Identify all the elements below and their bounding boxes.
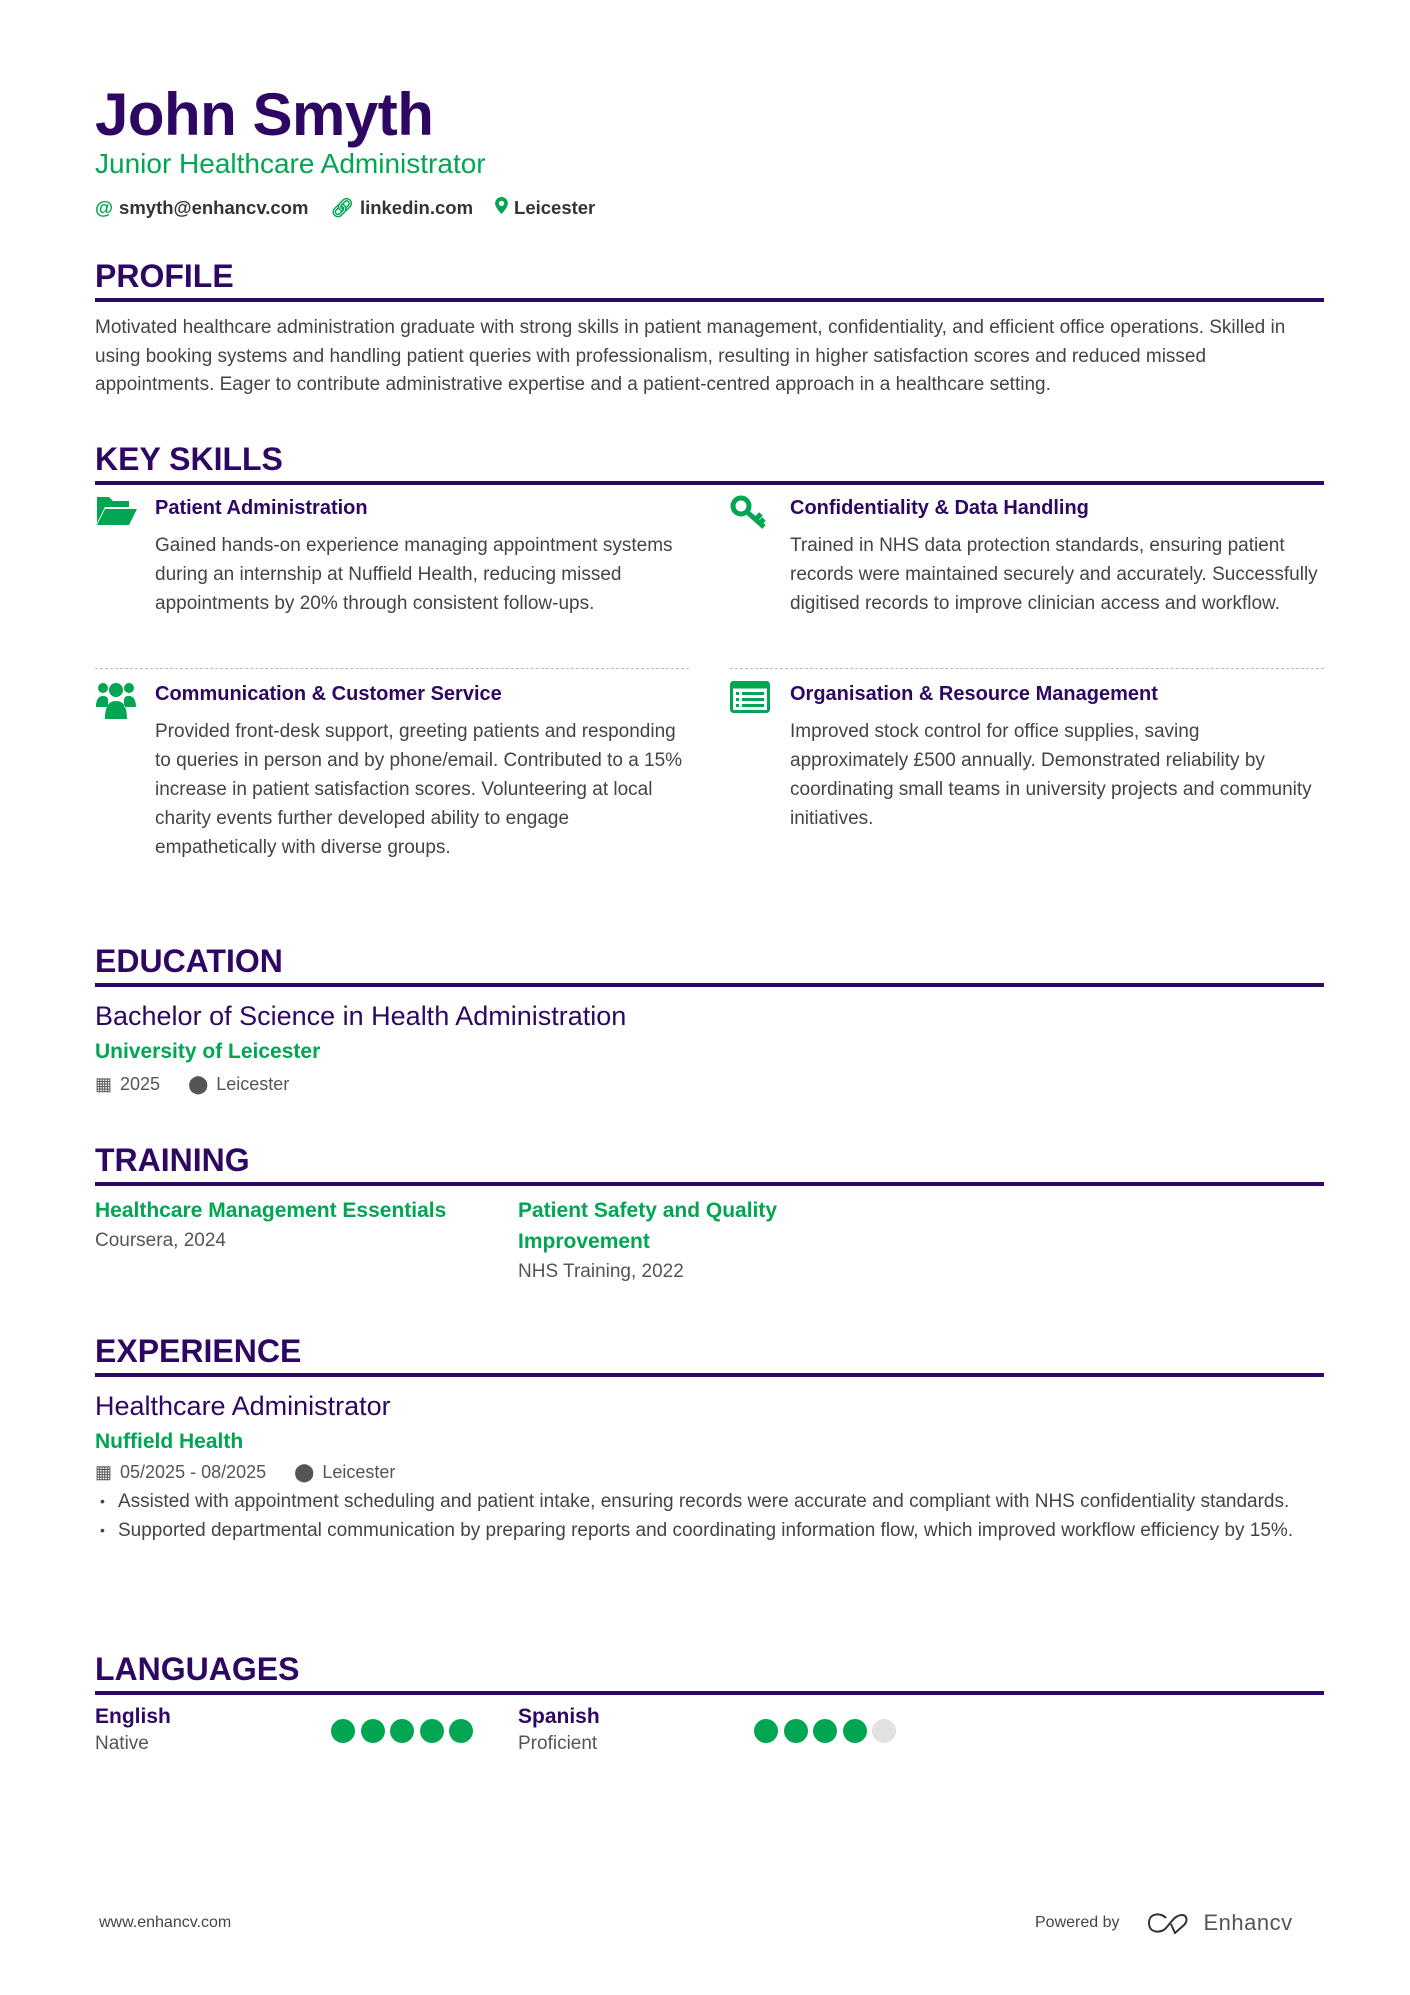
training-detail: NHS Training, 2022 (518, 1261, 684, 1282)
location-pin-icon: ⬤ (188, 1074, 209, 1094)
job-dates: 05/2025 - 08/2025 (120, 1462, 267, 1482)
job-location: Leicester (322, 1462, 396, 1482)
rating-dot-filled (449, 1719, 473, 1743)
languages-section (95, 1649, 1324, 1754)
profile-text: Motivated healthcare administration graduate with strong skills in patient management, confidentiality, and efficient office operations. Skilled in using booking systems and handling patient queries with professionalism, resulting in higher satisfaction scores and reduced missed appointments. Eager to contribute administrative expertise and a patient-centred approach in a healthcare setting. (95, 317, 1286, 395)
skill-title: Communication & Customer Service (155, 683, 502, 705)
training-item (95, 1195, 495, 1252)
section-heading: EXPERIENCE (95, 1333, 302, 1369)
education-section (95, 941, 1324, 1095)
rating-dot-filled (843, 1719, 867, 1743)
skill-divider (730, 668, 1324, 669)
job-title: Healthcare Administrator (95, 1391, 391, 1421)
at-icon: @ (95, 197, 114, 218)
email-text: smyth@enhancv.com (119, 197, 309, 218)
education-meta (95, 1074, 1324, 1095)
enhancv-logo (1146, 1910, 1293, 1936)
section-divider (95, 481, 1324, 485)
education-location: Leicester (216, 1074, 290, 1094)
skill-divider (95, 668, 689, 669)
language-name: English (95, 1705, 171, 1728)
profile-section (95, 256, 1324, 400)
language-level: Native (95, 1733, 149, 1754)
footer-branding (1035, 1910, 1293, 1936)
skills-section (95, 439, 1324, 909)
section-divider (95, 983, 1324, 987)
section-heading: KEY SKILLS (95, 441, 283, 477)
training-detail: Coursera, 2024 (95, 1230, 226, 1251)
rating-dot-filled (361, 1719, 385, 1743)
training-section (95, 1140, 1324, 1282)
skill-title: Confidentiality & Data Handling (790, 497, 1089, 519)
experience-bullets (95, 1487, 1324, 1545)
experience-meta (95, 1462, 1324, 1483)
skill-title: Organisation & Resource Management (790, 683, 1158, 705)
company-name: Nuffield Health (95, 1430, 244, 1453)
section-heading: TRAINING (95, 1142, 250, 1178)
training-item (518, 1195, 838, 1283)
candidate-name: John Smyth (95, 81, 434, 148)
language-name: Spanish (518, 1705, 600, 1728)
experience-section (95, 1331, 1324, 1545)
education-year: 2025 (120, 1074, 161, 1094)
degree-title: Bachelor of Science in Health Administration (95, 1001, 627, 1031)
rating-dot-filled (784, 1719, 808, 1743)
training-title: Healthcare Management Essentials (95, 1199, 447, 1222)
contact-email[interactable] (95, 197, 308, 219)
language-item (518, 1705, 600, 1755)
enhancv-brand-text: Enhancv (1203, 1910, 1293, 1935)
calendar-icon: ▦ (95, 1462, 113, 1482)
location-pin-icon: ⬤ (294, 1462, 315, 1482)
rating-dot-filled (390, 1719, 414, 1743)
skill-description: Provided front-desk support, greeting patients and responding to queries in person and by phone/email. Contributed to a 15% increase in patient satisfaction scores. Volunteering at local charity events further developed ability to engage empathetically with diverse groups. (155, 721, 683, 858)
rating-dot-filled (813, 1719, 837, 1743)
candidate-title: Junior Healthcare Administrator (95, 148, 486, 179)
rating-dot-empty (872, 1719, 896, 1743)
language-level: Proficient (518, 1733, 598, 1754)
folder-open-icon (95, 495, 135, 529)
section-divider (95, 1182, 1324, 1186)
skill-description: Gained hands-on experience managing appointment systems during an internship at Nuffield Health, reducing missed appointments by 20% through consistent follow-ups. (155, 535, 673, 614)
language-rating (754, 1719, 902, 1748)
contact-location (495, 197, 595, 219)
section-divider (95, 1373, 1324, 1377)
rating-dot-filled (331, 1719, 355, 1743)
rating-dot-filled (754, 1719, 778, 1743)
contact-bar (95, 197, 595, 219)
language-item (95, 1705, 171, 1755)
users-icon (95, 681, 135, 715)
location-text: Leicester (514, 197, 596, 218)
location-pin-icon (495, 197, 508, 218)
section-heading: LANGUAGES (95, 1651, 300, 1687)
section-heading: PROFILE (95, 258, 234, 294)
skill-description: Trained in NHS data protection standards, ensuring patient records were maintained securely and accurately. Successfully digitised records to improve clinician access and workflow. (790, 535, 1318, 614)
section-heading: EDUCATION (95, 943, 283, 979)
link-icon: 🔗︎ (330, 197, 354, 218)
bullet-item: • Supported departmental communication by preparing reports and coordinating information flow, which improved workflow efficiency by 15%. (95, 1516, 1324, 1545)
calendar-icon: ▦ (95, 1074, 113, 1094)
list-icon (730, 681, 770, 715)
footer-url[interactable]: www.enhancv.com (99, 1914, 232, 1931)
skill-description: Improved stock control for office supplies, saving approximately £500 annually. Demonstrated reliability by coordinating small teams in university projects and community initiatives. (790, 721, 1312, 829)
section-divider (95, 298, 1324, 302)
powered-by-text: Powered by (1035, 1914, 1120, 1931)
enhancv-logo-icon (1146, 1912, 1192, 1934)
training-title: Patient Safety and Quality Improvement (518, 1199, 778, 1253)
contact-linkedin[interactable] (330, 197, 473, 219)
section-divider (95, 1691, 1324, 1695)
key-icon (730, 495, 770, 529)
linkedin-text: linkedin.com (359, 197, 474, 218)
rating-dot-filled (420, 1719, 444, 1743)
skill-title: Patient Administration (155, 497, 368, 519)
school-name: University of Leicester (95, 1040, 321, 1063)
language-rating (331, 1719, 479, 1748)
bullet-item: • Assisted with appointment scheduling and patient intake, ensuring records were accurate and compliant with NHS confidentiality standards. (95, 1487, 1324, 1516)
